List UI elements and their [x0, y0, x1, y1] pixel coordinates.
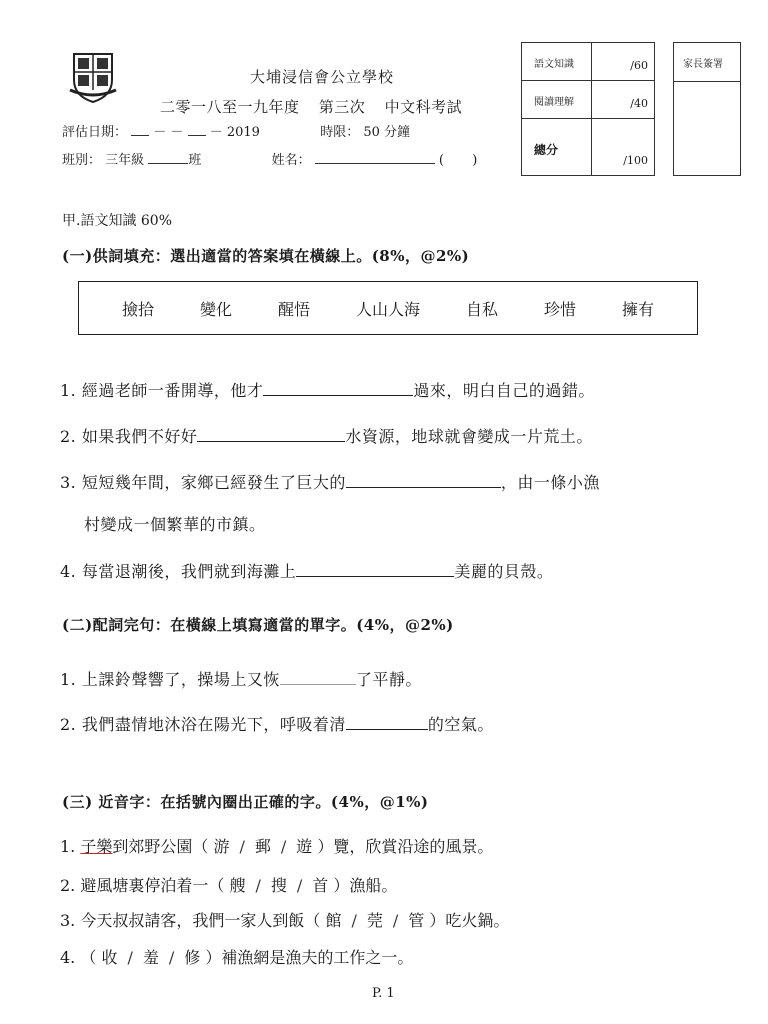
date-label: 評估日期：: [62, 125, 128, 140]
word-bank-item: 人山人海: [355, 299, 420, 319]
word-bank-item: 擁有: [621, 299, 654, 319]
part2-question-2: 2. 我們盡情地沐浴在陽光下，呼吸着清 的空氣。: [60, 711, 494, 735]
answer-blank[interactable]: [263, 377, 413, 396]
choice-option[interactable]: 搜: [270, 876, 287, 895]
choice-option[interactable]: 修: [184, 948, 201, 967]
choice-option[interactable]: 首: [312, 876, 329, 895]
score-label-reading: 閱讀理解: [522, 81, 592, 118]
exam-title: [160, 96, 476, 117]
score-label-language: 語文知識: [522, 43, 592, 80]
exam-year: 二零一八至一九年度: [160, 98, 300, 116]
score-label-total: 總分: [522, 119, 592, 175]
part2-question-1: 1. 上課鈴聲響了，操場上又恢 了平靜。: [60, 666, 422, 690]
part3-question-1: 1. 子樂到郊野公園（ 游 / 郵 / 遊 ）覽，欣賞沿途的風景。: [60, 837, 494, 856]
student-info-line: 班別： 三年級 班 姓名： ( ): [62, 149, 477, 168]
part1-question-2: 2. 如果我們不好好 水資源，地球就會變成一片荒土。: [60, 423, 593, 447]
word-bank-item: 自私: [465, 299, 498, 319]
school-name: 大埔浸信會公立學校: [250, 68, 395, 86]
score-value-total: /100: [623, 154, 648, 167]
name-blank[interactable]: [315, 149, 435, 164]
exam-subject: 中文科考試: [384, 98, 463, 116]
score-row-total: [522, 119, 654, 175]
part3-question-3: 3. 今天叔叔請客，我們一家人到飯（ 館 / 莞 / 管 ）吃火鍋。: [60, 911, 510, 930]
exam-term: 第三次: [318, 98, 366, 116]
part1-question-3-cont: 村變成一個繁華的市鎮。: [84, 515, 266, 534]
score-value-language: /60: [630, 59, 648, 72]
choice-option[interactable]: 收: [101, 948, 118, 967]
parent-signature-label: 家長簽署: [683, 59, 723, 70]
choice-option[interactable]: 游: [213, 837, 230, 856]
date-month-blank[interactable]: [188, 121, 206, 136]
choice-option[interactable]: 管: [408, 911, 425, 930]
choice-option[interactable]: 莞: [366, 911, 383, 930]
parent-signature-box: [673, 42, 741, 176]
part3-question-2: 2. 避風塘裏停泊着一（ 艘 / 搜 / 首 ）漁船。: [60, 876, 398, 895]
class-grade: 三年級: [105, 153, 145, 168]
part2-heading: (二)配詞完句：在橫線上填寫適當的單字。(4%，@2%): [62, 616, 454, 634]
time-label: 時限：: [320, 125, 360, 140]
answer-blank[interactable]: [296, 558, 454, 577]
answer-blank[interactable]: [346, 469, 501, 488]
part1-question-4: 4. 每當退潮後，我們就到海灘上 美麗的貝殼。: [60, 558, 553, 582]
word-bank-item: 撿拾: [121, 299, 154, 319]
part1-question-3: 3. 短短幾年間，家鄉已經發生了巨大的 ，由一條小漁: [60, 469, 600, 493]
answer-blank[interactable]: [346, 711, 428, 730]
part3-question-4: 4. （ 收 / 羞 / 修 ）補漁網是漁夫的工作之一。: [60, 948, 414, 967]
exam-info-line: 評估日期： － － － 2019 時限： 50 分鐘: [62, 121, 410, 140]
part1-question-1: 1. 經過老師一番開導，他才 過來，明白自己的過錯。: [60, 377, 595, 401]
choice-option[interactable]: 艘: [229, 876, 246, 895]
underlined-name: 子樂: [80, 837, 113, 856]
section-title: 甲.語文知識 60%: [62, 213, 173, 229]
time-value: 50 分鐘: [363, 125, 411, 140]
answer-blank[interactable]: [197, 423, 345, 442]
class-label: 班別：: [62, 153, 102, 168]
answer-blank[interactable]: [280, 666, 356, 685]
word-bank-item: 醒悟: [277, 299, 310, 319]
word-bank-item: 變化: [199, 299, 232, 319]
score-value-reading: /40: [630, 97, 648, 110]
class-blank[interactable]: [148, 149, 188, 164]
word-bank: [78, 281, 698, 335]
word-bank-item: 珍惜: [543, 299, 576, 319]
score-table: [521, 42, 655, 176]
name-label: 姓名：: [271, 153, 311, 168]
part3-heading: (三) 近音字：在括號內圈出正確的字。(4%，@1%): [62, 793, 429, 811]
score-row-reading: [522, 81, 654, 119]
choice-option[interactable]: 郵: [254, 837, 271, 856]
choice-option[interactable]: 遊: [296, 837, 313, 856]
date-year: － 2019: [209, 125, 260, 140]
choice-option[interactable]: 館: [325, 911, 342, 930]
choice-option[interactable]: 羞: [142, 948, 159, 967]
page-number: P. 1: [372, 986, 395, 1001]
date-day-blank[interactable]: [131, 121, 149, 136]
score-row-language: [522, 43, 654, 81]
school-logo: [68, 50, 118, 104]
part1-heading: (一)供詞填充：選出適當的答案填在橫線上。(8%，@2%): [62, 247, 470, 265]
